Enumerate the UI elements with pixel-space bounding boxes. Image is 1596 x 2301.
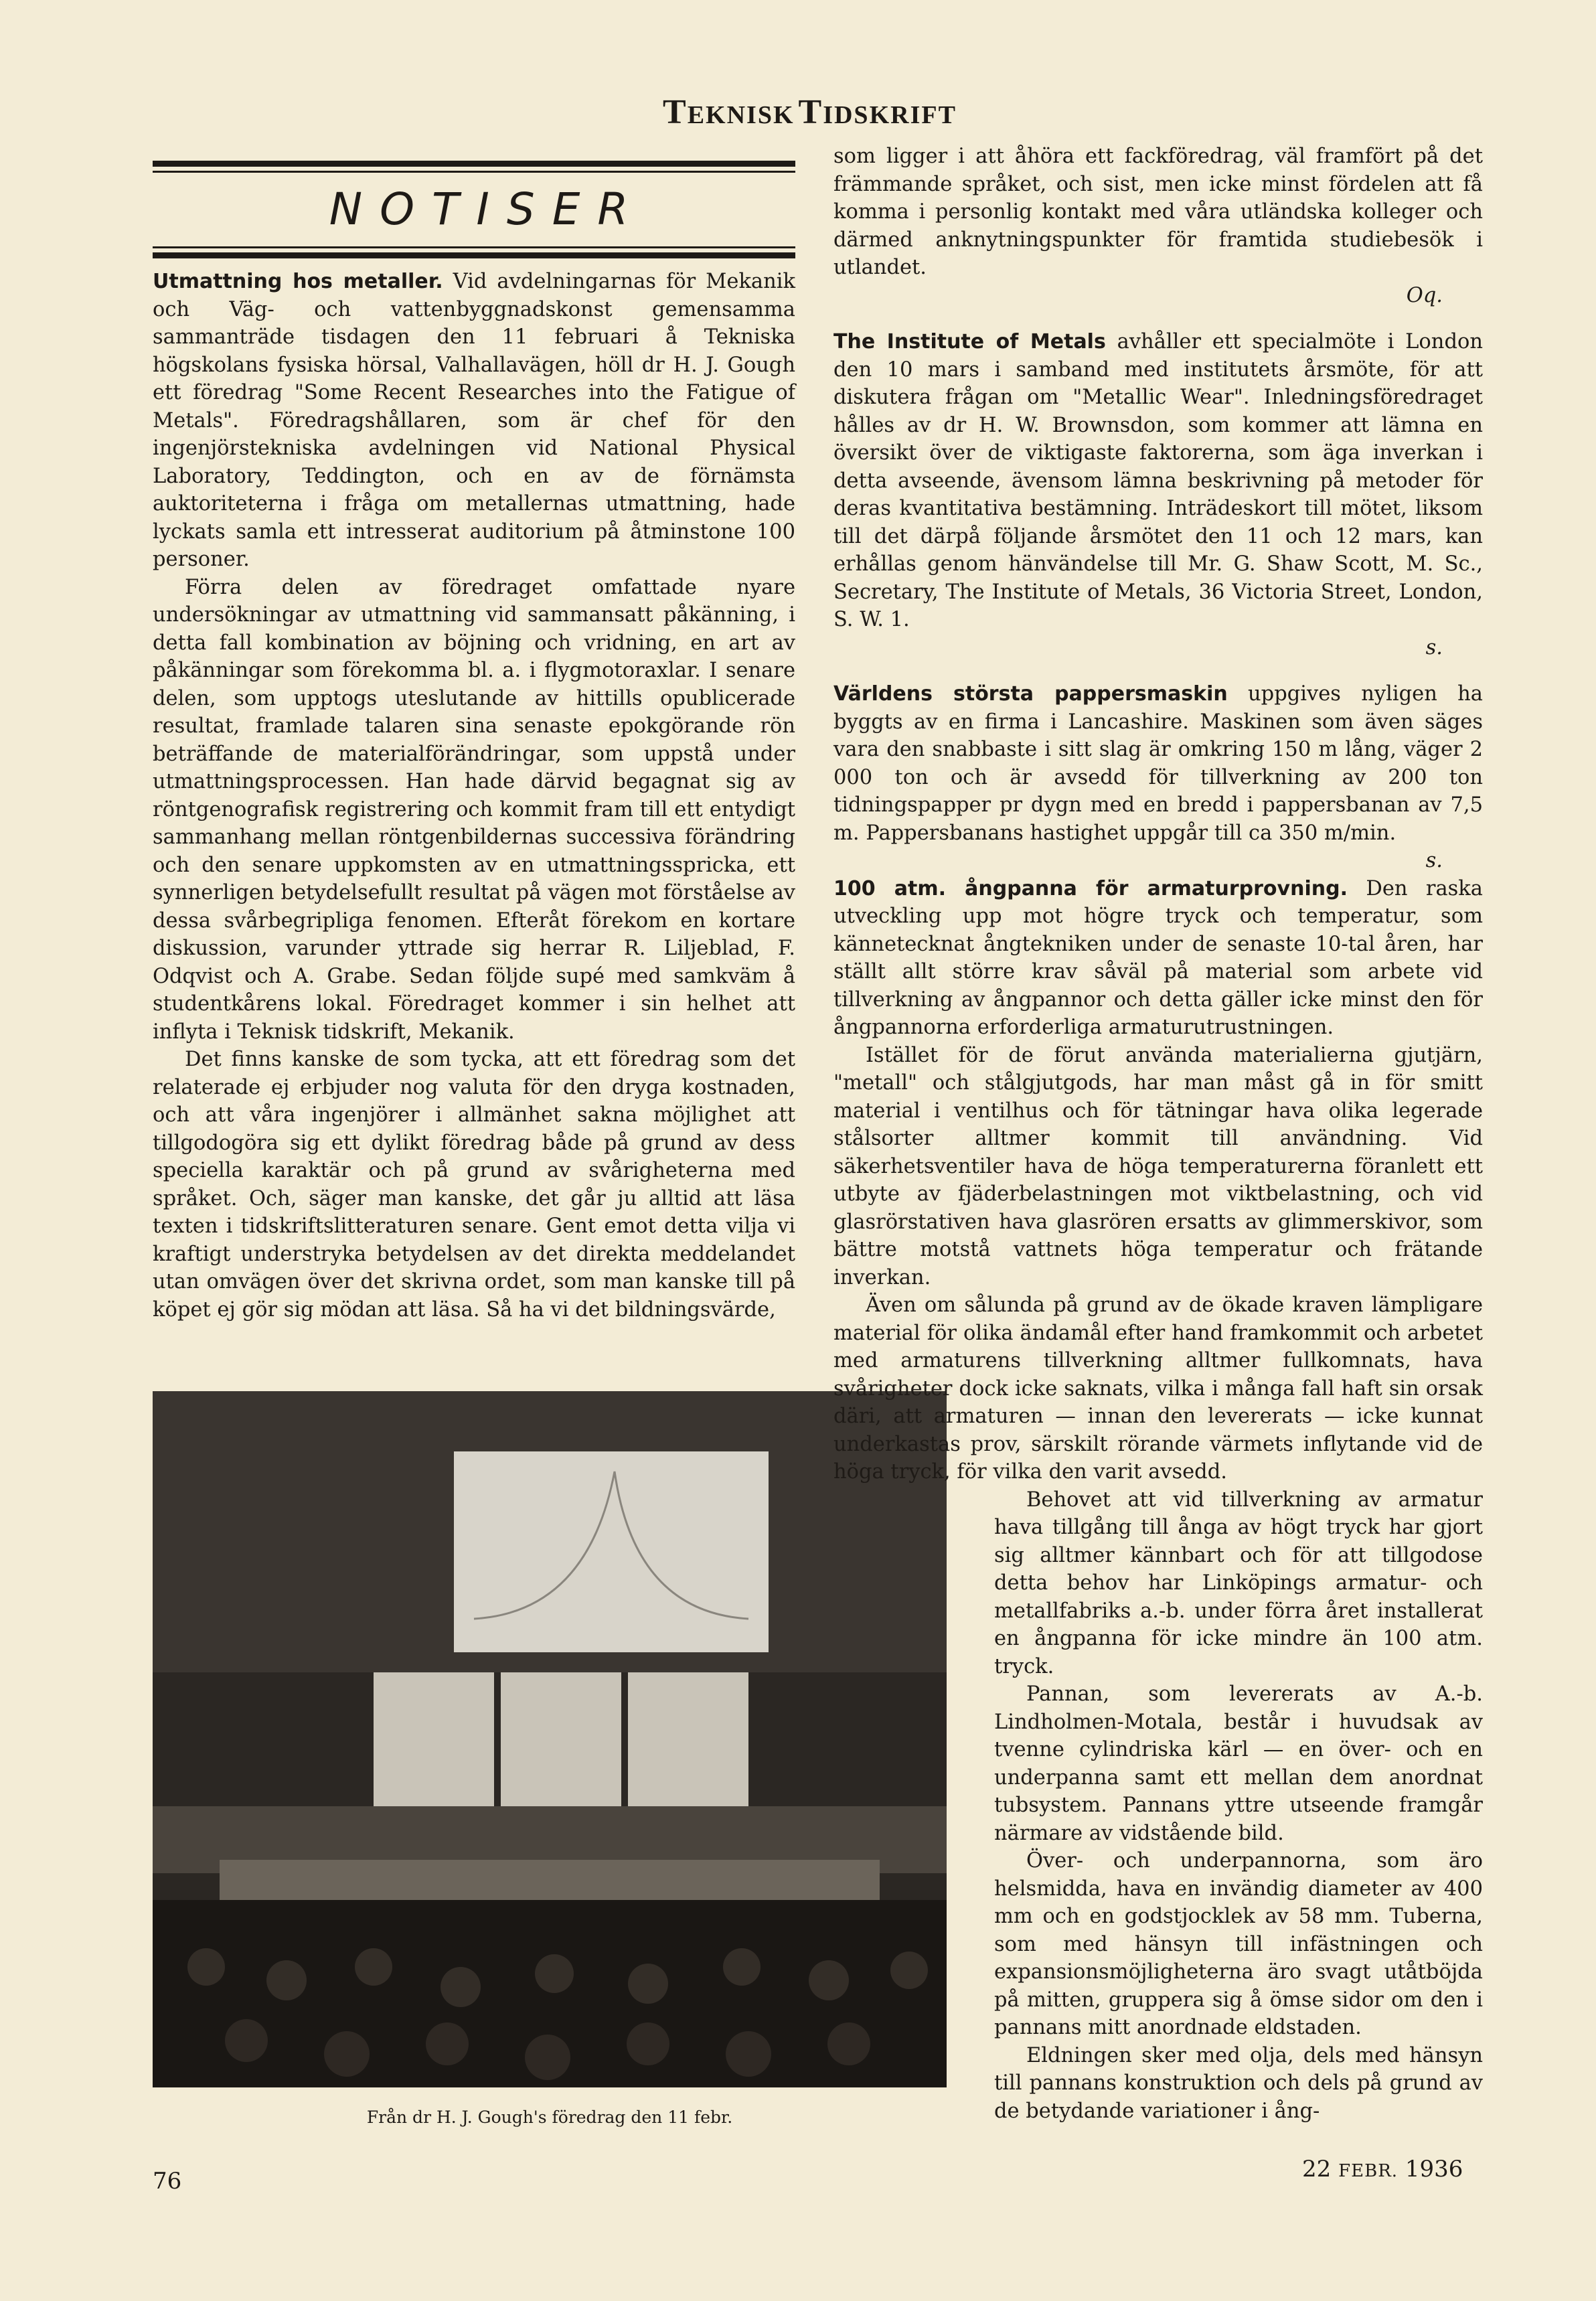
signature-s-2: s. [1425, 849, 1443, 872]
lecture-photo [153, 1391, 947, 2087]
article-boiler-text-4: Behovet att vid tillverkning av armatur hava tillgång till ånga av högt tryck har gjort sig alltmer kännbart och för att tillgodose detta behov har Linköpings armatur- och metallfabriks a.-b. under förra året installerat en ångpanna för icke mindre än 100 atm. tryck. [994, 1488, 1483, 1678]
journal-masthead: TEKNISK TIDSKRIFT [663, 93, 957, 131]
page-number: 76 [153, 2168, 182, 2195]
top-rule-thick [153, 161, 795, 167]
bottom-rule-thick [153, 252, 795, 258]
right-column [833, 143, 1483, 2125]
article-institute-heading: The Institute of Metals [833, 330, 1106, 353]
article-fatigue-heading: Utmattning hos metaller. [153, 270, 443, 293]
article-boiler: 100 atm. ångpanna för armaturprovning. Den raska utveckling upp mot högre tryck och temperatur, som kännetecknat ångtekniken under de senaste 10-tal åren, har ställt allt större krav såväl på material som arbete vid tillverkning av ångpannor och detta gäller icke minst den för ångpannorna erforderliga armaturutrustningen. [833, 876, 1483, 1039]
photo-caption: Från dr H. J. Gough's föredrag den 11 febr. [366, 2108, 733, 2127]
signature-oq: Oq. [1406, 283, 1443, 307]
section-title: NOTISER [329, 183, 646, 235]
article-boiler-text-2: Istället för de förut använda materialierna gjutjärn, "metall" och stålgjutgods, har man måst gå in för smitt material i ventilhus och för tätningar hava olika legerade stålsorter alltmer kommit till användning. Vid säkerhetsventiler hava de höga temperaturerna föranlett ett utbyte av fjäderbelastningen mot viktbelastning, och vid glasrörstativen hava glasrören ersatts av glimmerskivor, som bättre motstå vattnets höga temperatur och frätande inverkan. [833, 1043, 1483, 1289]
issue-date: 22 FEBR. 1936 [1302, 2156, 1463, 2183]
article-fatigue-text-2: Förra delen av föredraget omfattade nyare undersökningar av utmattning vid sammansatt påkänning, i detta fall kombination av böjning och vridning, en art av påkänningar som förekomma bl. a. i flygmotoraxlar. I senare delen, som upptogs uteslutande av hittills opublicerade resultat, framlade talaren sina senaste epokgörande rön beträffande de materialförändringar, som uppstå under utmattningsprocessen. Han hade därvid begagnat sig av röntgenografisk registrering och kommit fram till ett entydigt sammanhang mellan röntgenbildernas successiva förändring och den senare uppkomsten av en utmattningsspricka, ett synnerligen betydelsefullt resultat på vägen mot förståelse av dessa svårbegripliga fenomen. Efteråt förekom en kortare diskussion, varunder yttrade sig herrar R. Liljeblad, F. Odqvist och A. Grabe. Sedan följde supé med samkväm å studentkårens lokal. Föredraget kommer i sin helhet att inflyta i Teknisk tidskrift, Mekanik. [153, 575, 795, 1044]
article-fatigue-intro [153, 268, 795, 574]
article-boiler-heading: 100 atm. ångpanna för armaturprovning. [833, 876, 1348, 900]
article-institute-metals: The Institute of Metals avhåller ett specialmöte i London den 10 mars i samband med institutets årsmöte, för att diskutera frågan om "Metallic Wear". Inledningsföredraget hålles av dr H. W. Brownsdon, som kommer att lämna en översikt över de viktigaste faktorerna, som äga inverkan i detta avseende, ävensom lämna beskrivning på metoder för deras kvantitativa bestämning. Inträdeskort till mötet, liksom till det därpå följande årsmötet den 11 och 12 mars, kan erhållas genom hänvändelse till Mr. G. Shaw Scott, M. Sc., Secretary, The Institute of Metals, 36 Victoria Street, London, S. W. 1. s. [833, 328, 1483, 661]
article-fatigue-continued: som ligger i att åhöra ett fackföredrag, väl framfört på det främmande språket, och sist, men icke minst fördelen att få komma i personlig kontakt med våra utländska kolleger och därmed anknytningspunkter för framtida studiebesök i utlandet. Oq. [833, 143, 1483, 309]
article-boiler-text-5: Pannan, som levererats av A.-b. Lindholmen-Motala, består i huvudsak av tvenne cylindriska kärl — en över- och en underpanna samt ett mellan dem anordnat tubsystem. Pannans yttre utseende framgår närmare av vidstående bild. [994, 1682, 1483, 1845]
left-column [153, 268, 795, 1324]
narrow-column-section [994, 1486, 1483, 2126]
article-boiler-text-7: Eldningen sker med olja, dels med hänsyn till pannans konstruktion och dels på grund av de betydande variationer i ång- [994, 2043, 1483, 2123]
article-paper-machine-heading: Världens största pappersmaskin [833, 682, 1228, 706]
article-boiler-text-6: Över- och underpannorna, som äro helsmidda, hava en invändig diameter av 400 mm och en godstjocklek av 58 mm. Tuberna, som med hänsyn till infästningen och expansionsmöjligheterna äro svagt utåtböjda på mitten, gruppera sig å ömse sidor om den i pannans mitt anordnade eldstaden. [994, 1849, 1483, 2039]
section-header [153, 161, 795, 258]
lecture-bench [220, 1860, 880, 1900]
article-fatigue-text-3: Det finns kanske de som tycka, att ett föredrag som det relaterade ej erbjuder nog valuta för den dryga kostnaden, och att våra ingenjörer i allmänhet sakna möjlighet att tillgodogöra sig ett dylikt föredrag både på grund av dess speciella karaktär och på grund av svårigheterna med språket. Och, säger man kanske, det går ju alltid att läsa texten i tidskriftslitteraturen senare. Gent emot detta vilja vi kraftigt understryka betydelsen av det direkta meddelandet utan omvägen över det skrivna ordet, som man kanske till på köpet ej gör sig mödan att läsa. Så ha vi det bildningsvärde, [153, 1048, 795, 1322]
bottom-rule-thin [153, 246, 795, 248]
signature-s-1: s. [1425, 635, 1443, 659]
projected-slide [454, 1451, 769, 1652]
article-paper-machine: Världens största pappersmaskin uppgives nyligen ha byggts av en firma i Lancashire. Maskinen som även säges vara den snabbaste i sitt slag är omkring 150 m lång, väger 2 000 ton och är avsedd för tillverkning av 200 ton tidningspapper pr dygn med en bredd i pappersbanan av 7,5 m. Pappersbanans hastighet uppgår till ca 350 m/min. s. [833, 680, 1483, 875]
article-boiler-text-3: Även om sålunda på grund av de ökade kraven lämpligare material för olika ändamål efter hand framkommit och arbetet med armaturens tillverkning alltmer fullkomnats, hava svårigheter dock icke saknats, vilka i många fall haft sin orsak däri, att armaturen — innan den levererats — icke kunnat underkastas prov, särskilt rörande värmets inflytande vid de höga tryck, för vilka den varit avsedd. [833, 1293, 1483, 1484]
article-fatigue-text-1: Vid avdelningarnas för Mekanik och Väg- och vattenbyggnadskonst gemensamma sammanträde tisdagen den 11 februari å Tekniska högskolans fysiska hörsal, Valhallavägen, höll dr H. J. Gough ett föredrag "Some Recent Researches into the Fatigue of Metals". Föredragshållaren, som är chef för den ingenjörstekniska avdelningen vid National Physical Laboratory, Teddington, och en av de förnämsta auktoriteterna i fråga om metallernas utmattning, hade lyckats samla ett intresserat auditorium på åtminstone 100 personer. [153, 270, 795, 571]
